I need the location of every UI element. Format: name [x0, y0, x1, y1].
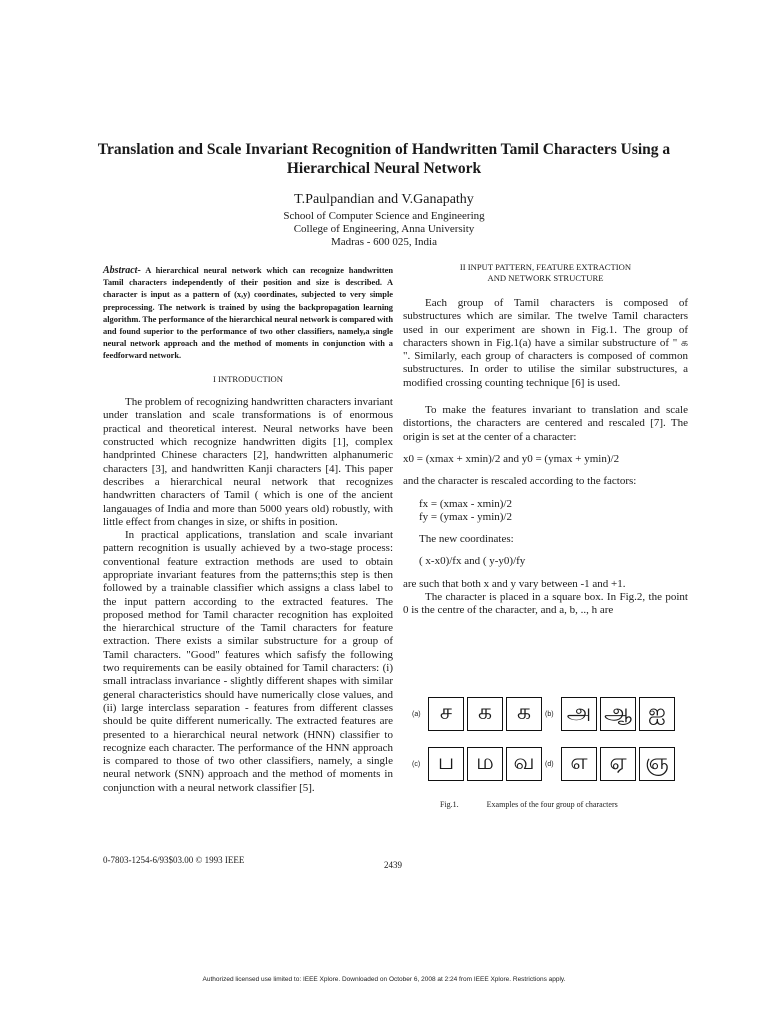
figure-caption-text: Examples of the four group of characters — [486, 800, 618, 809]
section-heading-line: II INPUT PATTERN, FEATURE EXTRACTION — [459, 262, 632, 272]
character-glyph: ஐ — [639, 697, 675, 731]
character-glyph: ஞ — [639, 747, 675, 781]
character-glyph: ஆ — [600, 697, 636, 731]
author-affiliation — [80, 210, 688, 249]
equation-origin: x0 = (xmax + xmin)/2 and y0 = (ymax + ymin)/2 — [403, 452, 620, 465]
figure-group-label: (d) — [545, 760, 554, 768]
character-glyph: ச — [428, 697, 464, 731]
figure-row — [412, 746, 678, 782]
equation-fy: fy = (ymax - ymin)/2 — [419, 510, 512, 523]
character-glyph: எ — [561, 747, 597, 781]
character-glyph: க — [506, 697, 542, 731]
abstract — [103, 265, 393, 363]
abstract-text: A hierarchical neural network which can recognize handwritten Tamil characters independently of their position and size is described. A character is input as a pattern of (x,y) coordinates, subjected to very simple preprocessing. The network is trained by using the backpropagation learning algorithm. The performance of the hierarchical neural network is compared with and found superior to the performance of two other classifiers, namely,a single neural network approach and the method of moments in conjunction with a feedforward network. — [103, 266, 393, 361]
abstract-lead: Abstract- — [103, 265, 141, 276]
equation-fx: fx = (xmax - xmin)/2 — [419, 497, 512, 510]
figure-caption-number: Fig.1. — [440, 800, 459, 809]
figure-caption — [440, 800, 618, 809]
paper-authors: T.Paulpandian and V.Ganapathy — [294, 192, 474, 207]
intro-paragraph-1: The problem of recognizing handwritten characters invariant under translation and scale transformations is of enormous practical and theoretical interest. Neural networks have been constructed which recognize handwritten digits [1], complex handprinted Chinese characters [2], handwritten alphanumeric characters [3], and handwritten Kanji characters [4]. This paper describes a hierarchical neural network that recognizes handwritten characters of Tamil ( which is one of the ancient langauages of India and more than 5000 years old) robustly, with little effect from changes in size, or shifts in position. — [103, 396, 393, 528]
character-glyph: ஏ — [600, 747, 636, 781]
copyright-line: 0-7803-1254-6/93$03.00 © 1993 IEEE — [103, 855, 245, 865]
intro-paragraph-2: In practical applications, translation and scale invariant pattern recognition is usually achieved by a two-stage process: conventional feature extraction methods are used to obtain appropriate invariant features from the patterns;this step is then followed by a trainable classifier which assigns a class label to the input pattern according to the extracted features. The proposed method for Tamil character recognition has exploited the hierarchical structure of the Tamil characters for feature extraction. There exists a similar substructure for a group of Tamil characters. "Good" features which safisfy the following two requirements can be easily obtained for Tamil characters: (i) small intraclass invariance - slightly different shapes with similar general characteristics should have numerically close values, and (ii) large interclass separation - features from different classes should be quite different numerically. The extracted features are presented to a hierarchical neural network (HNN) classifier to recognize each character. The performance of the HNN approach is compared to those of two other classifiers, namely, a single neural network (SNN) approach and the method of moments in conjunction with a neural network classifier [5]. — [103, 529, 393, 794]
equation-new-coordinates: ( x-x0)/fx and ( y-y0)/fy — [419, 555, 526, 568]
section2-paragraph-6: The character is placed in a square box. In Fig.2, the point 0 is the centre of the character, and a, b, .., h are — [403, 591, 688, 617]
figure-group-label: (a) — [412, 710, 421, 718]
authorization-notice: Authorized licensed use limited to: IEEE Xplore. Downloaded on October 6, 2008 at 2:24 from IEEE Xplore. Restrictions apply. — [202, 976, 566, 983]
section-heading-line: AND NETWORK STRUCTURE — [487, 272, 604, 283]
character-glyph: அ — [561, 697, 597, 731]
affiliation-line: School of Computer Science and Engineering — [283, 210, 485, 222]
section-heading-input-pattern — [403, 262, 688, 283]
section2-paragraph-1: Each group of Tamil characters is composed of substructures which are similar. The twelve Tamil characters used in our experiment are shown in Fig.1. The group of characters shown in Fig.1(a) have a similar substructure of " க ". Similarly, each group of characters is composed of common substructures. In order to utilise the similar substructures, a modified crossing counting technique [6] is used. — [403, 297, 688, 389]
section2-paragraph-2: To make the features invariant to translation and scale distortions, the characters are centered and rescaled [7]. The origin is set at the center of a character: — [403, 404, 688, 443]
affiliation-line: Madras - 600 025, India — [330, 236, 437, 248]
figure-group-label: (b) — [545, 710, 554, 718]
section2-paragraph-4: The new coordinates: — [419, 533, 514, 546]
figure-1 — [412, 696, 692, 796]
character-glyph: ப — [428, 747, 464, 781]
character-glyph: க — [467, 697, 503, 731]
figure-row — [412, 696, 678, 732]
right-column — [403, 262, 688, 618]
page-number: 2439 — [384, 860, 402, 870]
affiliation-line: College of Engineering, Anna University — [293, 223, 475, 235]
left-column — [103, 265, 393, 795]
equation-scale-factors — [419, 498, 688, 525]
section2-paragraph-3: and the character is rescaled according to the factors: — [403, 475, 637, 488]
section2-paragraph-5: are such that both x and y vary between -1 and +1. — [403, 577, 626, 590]
character-glyph: ம — [467, 747, 503, 781]
character-glyph: வ — [506, 747, 542, 781]
figure-group-label: (c) — [412, 760, 421, 768]
section-heading-introduction: I INTRODUCTION — [213, 373, 283, 384]
paper-title: Translation and Scale Invariant Recognition of Handwritten Tamil Characters Using a Hierarchical Neural Network — [97, 141, 671, 177]
